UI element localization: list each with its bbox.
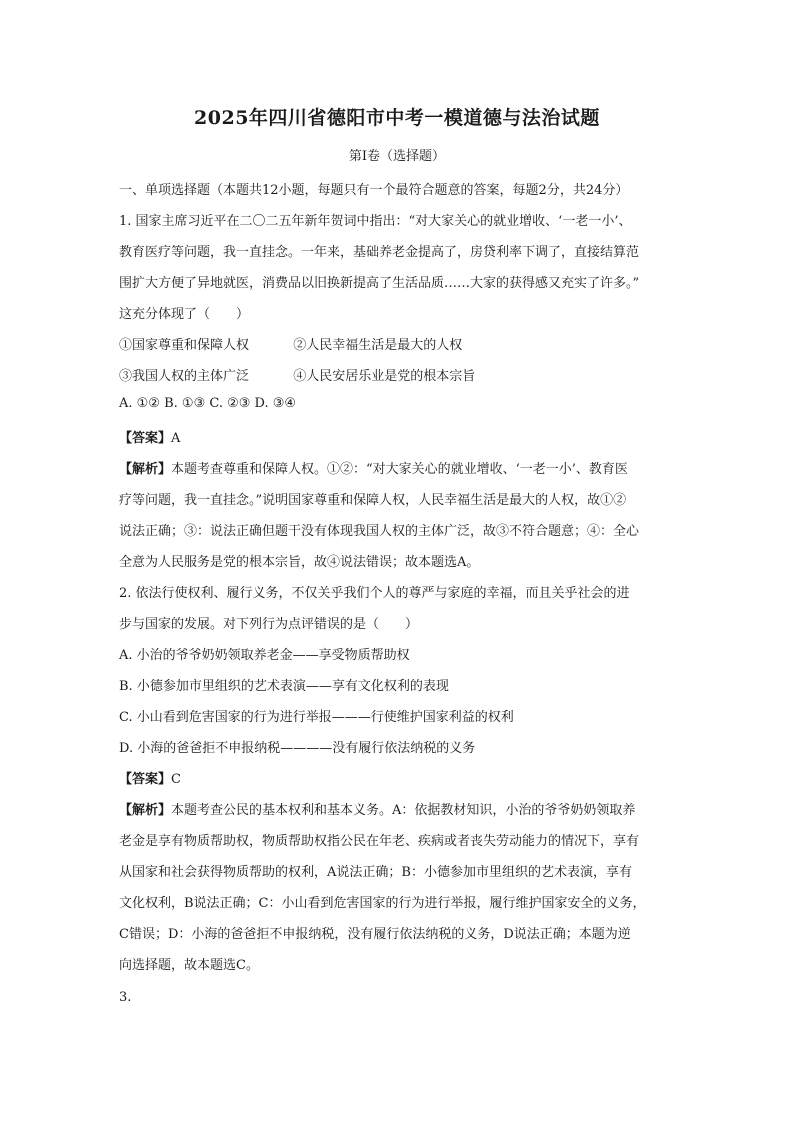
q2-analysis-text-1: 本题考查公民的基本权利和基本义务。A：依据教材知识，小治的爷爷奶奶领取养: [171, 803, 636, 818]
q1-line-2: 教育医疗等问题，我一直挂念。一年来，基础养老金提高了，房贷利率下调了，直接结算范: [119, 245, 640, 260]
q1-choices: A. ①② B. ①③ C. ②③ D. ③④: [119, 396, 297, 411]
q2-line-2: 步与国家的发展。对下列行为点评错误的是（ ）: [119, 617, 419, 632]
q1-options-row-2: [119, 365, 699, 384]
q2-answer: [119, 768, 699, 787]
q1-analysis-line-4: 全意为人民服务是党的根本宗旨，故④说法错误；故本题选A。: [119, 555, 480, 570]
q1-option-1: ①国家尊重和保障人权: [119, 338, 250, 353]
q1-option-3: ③我国人权的主体广泛: [119, 369, 250, 384]
q1-answer-label: 【答案】: [119, 431, 172, 446]
page-title: 2025年四川省德阳市中考一模道德与法治试题: [194, 107, 600, 129]
q2-analysis-line-4: 文化权利，B说法正确；C：小山看到危害国家的行为进行举报，履行维护国家安全的义务，: [119, 896, 646, 911]
q1-analysis-line-3: 说法正确；③：说法正确但题干没有体现我国人权的主体广泛，故③不符合题意；④：全心: [119, 524, 640, 539]
q1-answer: [119, 427, 699, 446]
q2-option-b: B. 小德参加市里组织的艺术表演——享有文化权利的表现: [119, 679, 449, 694]
q2-analysis-line-2: 老金是享有物质帮助权，物质帮助权指公民在年老、疾病或者丧失劳动能力的情况下，享有: [119, 834, 640, 849]
q2-analysis-line-6: 向选择题，故本题选C。: [119, 958, 259, 973]
q1-options-row-1: [119, 334, 699, 353]
q1-line-3: 围扩大方便了异地就医，消费品以旧换新提高了生活品质……大家的获得感又充实了许多。”: [119, 276, 640, 291]
q2-analysis-line-1: [119, 799, 699, 818]
page-subtitle: 第Ⅰ卷（选择题）: [348, 149, 446, 164]
q1-option-4: ④人民安居乐业是党的根本宗旨: [293, 369, 476, 384]
q2-analysis-label: 【解析】: [119, 803, 172, 818]
q2-answer-value: C: [171, 772, 181, 787]
q1-analysis-label: 【解析】: [119, 462, 172, 477]
q1-analysis-line-1: [119, 458, 699, 477]
q1-option-2: ②人民幸福生活是最大的人权: [293, 338, 463, 353]
q2-analysis-line-3: 从国家和社会获得物质帮助的权利，A说法正确；B：小德参加市里组织的艺术表演，享有: [119, 865, 632, 880]
q2-option-c: C. 小山看到危害国家的行为进行举报———行使维护国家利益的权利: [119, 710, 514, 725]
q1-analysis-line-2: 疗等问题，我一直挂念。”说明国家尊重和保障人权，人民幸福生活是最大的人权，故①②: [119, 493, 627, 508]
q2-option-d: D. 小海的爸爸拒不申报纳税————没有履行依法纳税的义务: [119, 741, 476, 756]
q2-analysis-line-5: C错误；D：小海的爸爸拒不申报纳税，没有履行依法纳税的义务，D说法正确；本题为逆: [119, 927, 631, 942]
q1-line-1: 1. 国家主席习近平在二〇二五年新年贺词中指出：“对大家关心的就业增收、‘一老一小’、: [119, 214, 632, 229]
q1-line-4: 这充分体现了（ ）: [119, 307, 250, 322]
q2-answer-label: 【答案】: [119, 772, 172, 787]
q3-number: 3.: [119, 990, 132, 1005]
q1-answer-value: A: [171, 431, 181, 446]
q2-option-a: A. 小治的爷爷奶奶领取养老金——享受物质帮助权: [119, 648, 410, 663]
q2-line-1: 2. 依法行使权利、履行义务，不仅关乎我们个人的尊严与家庭的幸福，而且关乎社会的进: [119, 586, 630, 601]
q1-analysis-text-1: 本题考查尊重和保障人权。①②：“对大家关心的就业增收、‘一老一小’、教育医: [171, 462, 628, 477]
section-header: 一、单项选择题（本题共12小题，每题只有一个最符合题意的答案，每题2分，共24分）: [119, 183, 629, 198]
